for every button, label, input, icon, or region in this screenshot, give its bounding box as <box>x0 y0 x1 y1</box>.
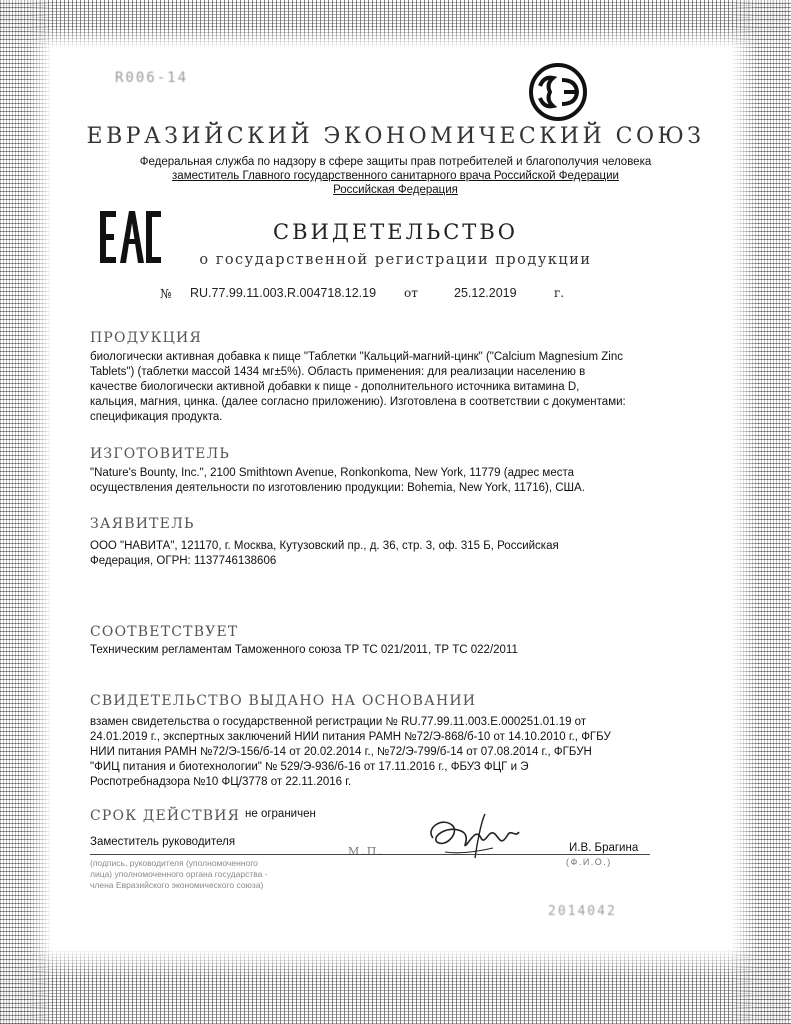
guilloche-border-right <box>731 0 791 1024</box>
basis-line: НИИ питания РАМН №72/Э-156/б-14 от 20.02.2014 г., №72/Э-799/б-14 от 07.08.2014 г., ФГБУН <box>90 746 592 758</box>
signer-name: И.В. Брагина <box>569 842 639 854</box>
product-line: кальция, магния, цинка. (далее согласно приложению). Изготовлена в соответствии с документами: <box>90 396 626 408</box>
signer-role-caption <box>90 858 350 891</box>
product-line: качестве биологически активной добавки к пище - дополнительного источника витамина D, <box>90 381 580 393</box>
number-sign-label: № <box>160 286 172 301</box>
agency-line: Российская Федерация <box>333 184 458 196</box>
basis-heading: СВИДЕТЕЛЬСТВО ВЫДАНО НА ОСНОВАНИИ <box>90 693 477 709</box>
registration-date: 25.12.2019 <box>454 286 517 300</box>
manufacturer-text <box>90 466 655 496</box>
handwritten-signature-icon <box>415 808 525 868</box>
applicant-heading: ЗАЯВИТЕЛЬ <box>90 516 195 532</box>
agency-line: Федеральная служба по надзору в сфере защиты прав потребителей и благополучия человека <box>139 156 652 168</box>
conformity-heading: СООТВЕТСТВУЕТ <box>90 624 239 640</box>
guilloche-border-bottom <box>0 948 791 1024</box>
basis-line: Роспотребнадзора №10 ФЦ/3778 от 22.11.2016 г. <box>90 776 352 788</box>
signer-role: Заместитель руководителя <box>90 836 236 848</box>
signature-underline <box>90 854 650 855</box>
product-heading: ПРОДУКЦИЯ <box>90 330 202 346</box>
agency-line: заместитель Главного государственного санитарного врача Российской Федерации <box>172 170 619 182</box>
basis-line: взамен свидетельства о государственной регистрации № RU.77.99.11.003.E.000251.01.19 от <box>90 716 587 728</box>
guilloche-border-left <box>0 0 52 1024</box>
validity-label: СРОК ДЕЙСТВИЯ <box>90 808 241 824</box>
registration-number: RU.77.99.11.003.R.004718.12.19 <box>190 286 377 300</box>
document-title: СВИДЕТЕЛЬСТВО <box>273 220 518 244</box>
product-line: спецификация продукта. <box>90 411 223 423</box>
role-caption-line: лица) уполномоченного органа государства - <box>90 869 268 879</box>
year-abbr-label: г. <box>554 286 565 300</box>
manufacturer-heading: ИЗГОТОВИТЕЛЬ <box>90 446 231 462</box>
union-title: ЕВРАЗИЙСКИЙ ЭКОНОМИЧЕСКИЙ СОЮЗ <box>86 124 705 149</box>
form-serial-number-top: R006-14 <box>115 70 189 86</box>
conformity-line: Техническим регламентам Таможенного союза ТР ТС 021/2011, ТР ТС 022/2011 <box>90 644 518 656</box>
validity-value: не ограничен <box>245 808 316 820</box>
applicant-line: Федерация, ОГРН: 1137746138606 <box>90 555 277 567</box>
form-serial-number-bottom: 2014042 <box>548 904 617 919</box>
role-caption-line: члена Евразийского экономического союза) <box>90 880 264 890</box>
basis-line: "ФИЦ питания и биотехнологии" № 529/Э-936/б-16 от 17.11.2016 г., ФБУЗ ФЦГ и Э <box>90 761 529 773</box>
applicant-text <box>90 539 655 569</box>
from-label: от <box>404 286 418 300</box>
product-text <box>90 350 655 425</box>
guilloche-border-top <box>0 0 791 48</box>
basis-line: 24.01.2019 г., экспертных заключений НИИ питания РАМН №72/Э-868/б-10 от 14.10.2010 г., ФГБУ <box>90 731 611 743</box>
applicant-line: ООО "НАВИТА", 121170, г. Москва, Кутузовский пр., д. 36, стр. 3, оф. 315 Б, Российская <box>90 540 559 552</box>
product-line: биологически активная добавка к пище "Таблетки "Кальций-магний-цинк" ("Calcium Magnesium Zinc <box>90 351 623 363</box>
seal-place-label: М.П. <box>348 845 384 858</box>
manufacturer-line: осуществления деятельности по изготовлению продукции: Bohemia, New York, 11716), США. <box>90 482 585 494</box>
issuing-agency <box>60 155 731 197</box>
fio-caption: (Ф.И.О.) <box>566 857 612 867</box>
conformity-text <box>90 643 655 658</box>
role-caption-line: (подпись, руководителя (уполномоченного <box>90 858 258 868</box>
product-line: Tablets") (таблетки массой 1434 мг±5%). Область применения: для реализации населению в <box>90 366 586 378</box>
se-sanitary-logo-icon <box>520 60 598 124</box>
document-subtitle: о государственной регистрации продукции <box>199 252 592 268</box>
basis-text <box>90 715 655 790</box>
manufacturer-line: "Nature's Bounty, Inc.", 2100 Smithtown Avenue, Ronkonkoma, New York, 11779 (адрес места <box>90 467 574 479</box>
